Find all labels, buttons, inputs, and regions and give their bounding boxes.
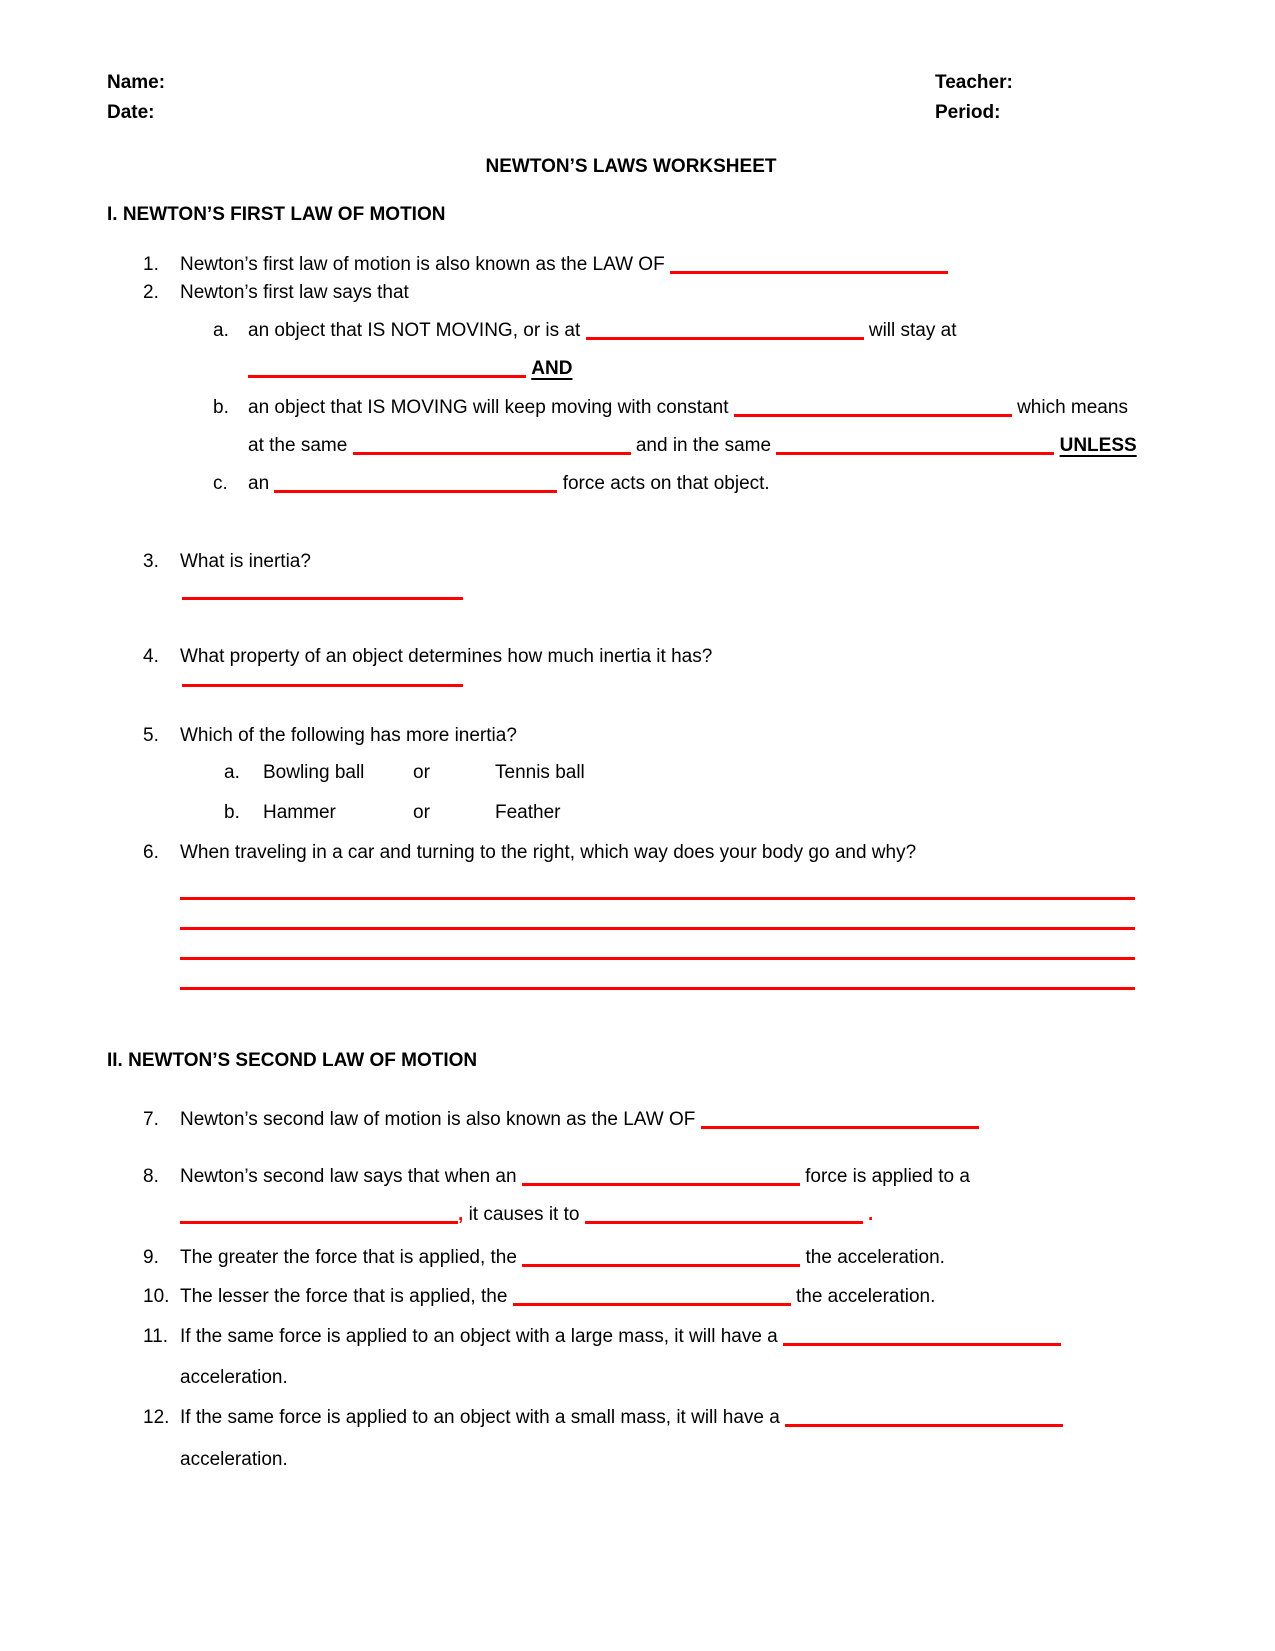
question-number: 5.	[143, 725, 159, 746]
question-2a-line2	[248, 356, 1155, 382]
answer-line[interactable]	[180, 897, 1135, 900]
subitem-text-pre: an	[248, 473, 270, 494]
question-number: 8.	[143, 1166, 159, 1187]
answer-blank[interactable]	[522, 1182, 800, 1186]
teacher-label: Teacher:	[935, 72, 1013, 93]
answer-blank[interactable]	[670, 270, 948, 274]
question-text-pre: The lesser the force that is applied, the	[180, 1286, 508, 1307]
section-1-heading: I. NEWTON’S FIRST LAW OF MOTION	[107, 204, 446, 225]
option-second-choice[interactable]: Tennis ball	[495, 762, 585, 783]
name-label: Name:	[107, 72, 166, 93]
question-8	[143, 1164, 1155, 1190]
question-number: 1.	[143, 254, 159, 275]
question-number: 6.	[143, 842, 159, 863]
option-or-label: or	[413, 762, 430, 783]
question-5-option-b	[224, 800, 1155, 826]
subitem-text-mid: and in the same	[635, 435, 772, 456]
question-text: What is inertia?	[180, 551, 311, 572]
question-text-mid: it causes it to	[468, 1204, 580, 1225]
question-3	[143, 549, 1155, 575]
question-text	[180, 1245, 1155, 1271]
question-text-post: the acceleration.	[805, 1247, 945, 1268]
option-second-choice[interactable]: Feather	[495, 802, 561, 823]
answer-line[interactable]	[182, 597, 463, 600]
question-12-line2: acceleration.	[180, 1449, 288, 1470]
question-number: 11.	[143, 1326, 169, 1347]
question-10	[143, 1284, 1155, 1310]
option-letter: b.	[224, 802, 240, 823]
question-text: Which of the following has more inertia?	[180, 725, 517, 746]
question-6	[143, 840, 1155, 866]
header-right	[935, 68, 1013, 128]
question-number: 7.	[143, 1109, 159, 1130]
question-1	[143, 252, 1155, 278]
answer-blank[interactable]	[248, 374, 526, 378]
red-period: .	[868, 1204, 874, 1225]
answer-blank[interactable]	[585, 1220, 863, 1224]
question-text	[180, 252, 1155, 278]
subitem-letter: b.	[213, 397, 229, 418]
subitem-text	[248, 471, 1155, 497]
question-8-line2	[180, 1202, 1155, 1228]
answer-blank[interactable]	[783, 1342, 1061, 1346]
question-text: When traveling in a car and turning to the right, which way does your body go and why?	[180, 842, 917, 863]
question-text	[180, 1284, 1155, 1310]
question-text	[180, 1324, 1155, 1350]
subitem-text-post: will stay at	[868, 320, 957, 341]
subitem-letter: c.	[213, 473, 228, 494]
answer-blank[interactable]	[701, 1125, 979, 1129]
answer-line[interactable]	[180, 987, 1135, 990]
question-2	[143, 280, 1155, 306]
question-text-pre: The greater the force that is applied, the	[180, 1247, 517, 1268]
question-11	[143, 1324, 1155, 1350]
question-text-pre: If the same force is applied to an object with a small mass, it will have a	[180, 1407, 780, 1428]
header	[107, 68, 1155, 128]
question-5	[143, 723, 1155, 749]
answer-blank[interactable]	[180, 1220, 458, 1224]
question-text	[180, 1164, 1155, 1190]
answer-blank[interactable]	[353, 451, 631, 455]
date-label: Date:	[107, 102, 155, 123]
question-text-pre: Newton’s second law says that when an	[180, 1166, 517, 1187]
subitem-text	[248, 395, 1155, 421]
question-number: 12.	[143, 1407, 170, 1428]
answer-blank[interactable]	[513, 1302, 791, 1306]
period-label: Period:	[935, 102, 1001, 123]
question-text: What property of an object determines how much inertia it has?	[180, 646, 713, 667]
worksheet-title: NEWTON’S LAWS WORKSHEET	[485, 156, 777, 177]
question-12	[143, 1405, 1155, 1431]
question-5-option-a	[224, 760, 1155, 786]
answer-line[interactable]	[182, 684, 463, 687]
question-number: 10.	[143, 1286, 170, 1307]
and-emphasis: AND	[531, 358, 573, 379]
red-comma: ,	[458, 1204, 464, 1225]
answer-blank[interactable]	[522, 1263, 800, 1267]
answer-blank[interactable]	[776, 451, 1054, 455]
question-2b-line2	[248, 433, 1155, 459]
question-text	[180, 1107, 1155, 1133]
subitem-letter: a.	[213, 320, 229, 341]
question-9	[143, 1245, 1155, 1271]
question-text-pre: Newton’s second law of motion is also known as the LAW OF	[180, 1109, 696, 1130]
question-text	[180, 1405, 1155, 1431]
question-number: 9.	[143, 1247, 159, 1268]
answer-blank[interactable]	[734, 413, 1012, 417]
answer-blank[interactable]	[274, 489, 557, 493]
subitem-text-pre: an object that IS MOVING will keep moving with constant	[248, 397, 729, 418]
subitem-text-pre: an object that IS NOT MOVING, or is at	[248, 320, 581, 341]
question-7	[143, 1107, 1155, 1133]
option-first-choice[interactable]: Bowling ball	[263, 762, 365, 783]
question-text-mid: force is applied to a	[805, 1166, 970, 1187]
question-text: Newton’s first law says that	[180, 282, 409, 303]
section-2-heading: II. NEWTON’S SECOND LAW OF MOTION	[107, 1050, 478, 1071]
option-or-label: or	[413, 802, 430, 823]
question-text-post: the acceleration.	[795, 1286, 936, 1307]
question-2c	[213, 471, 1155, 497]
option-first-choice[interactable]: Hammer	[263, 802, 336, 823]
question-number: 3.	[143, 551, 159, 572]
subitem-text-post: which means	[1017, 397, 1128, 418]
question-4	[143, 644, 1155, 670]
question-11-line2: acceleration.	[180, 1367, 288, 1388]
question-2b	[213, 395, 1155, 421]
answer-blank[interactable]	[785, 1423, 1063, 1427]
option-letter: a.	[224, 762, 240, 783]
question-2a	[213, 318, 1155, 344]
unless-emphasis: UNLESS	[1059, 435, 1137, 456]
question-number: 4.	[143, 646, 159, 667]
question-number: 2.	[143, 282, 159, 303]
answer-blank[interactable]	[586, 336, 864, 340]
subitem-text-post: force acts on that object.	[562, 473, 770, 494]
answer-line[interactable]	[180, 957, 1135, 960]
question-text-pre: Newton’s first law of motion is also known as the LAW OF	[180, 254, 665, 275]
subitem-text	[248, 318, 1155, 344]
answer-line[interactable]	[180, 927, 1135, 930]
question-text-pre: If the same force is applied to an object with a large mass, it will have a	[180, 1326, 778, 1347]
subitem-text-pre: at the same	[248, 435, 348, 456]
